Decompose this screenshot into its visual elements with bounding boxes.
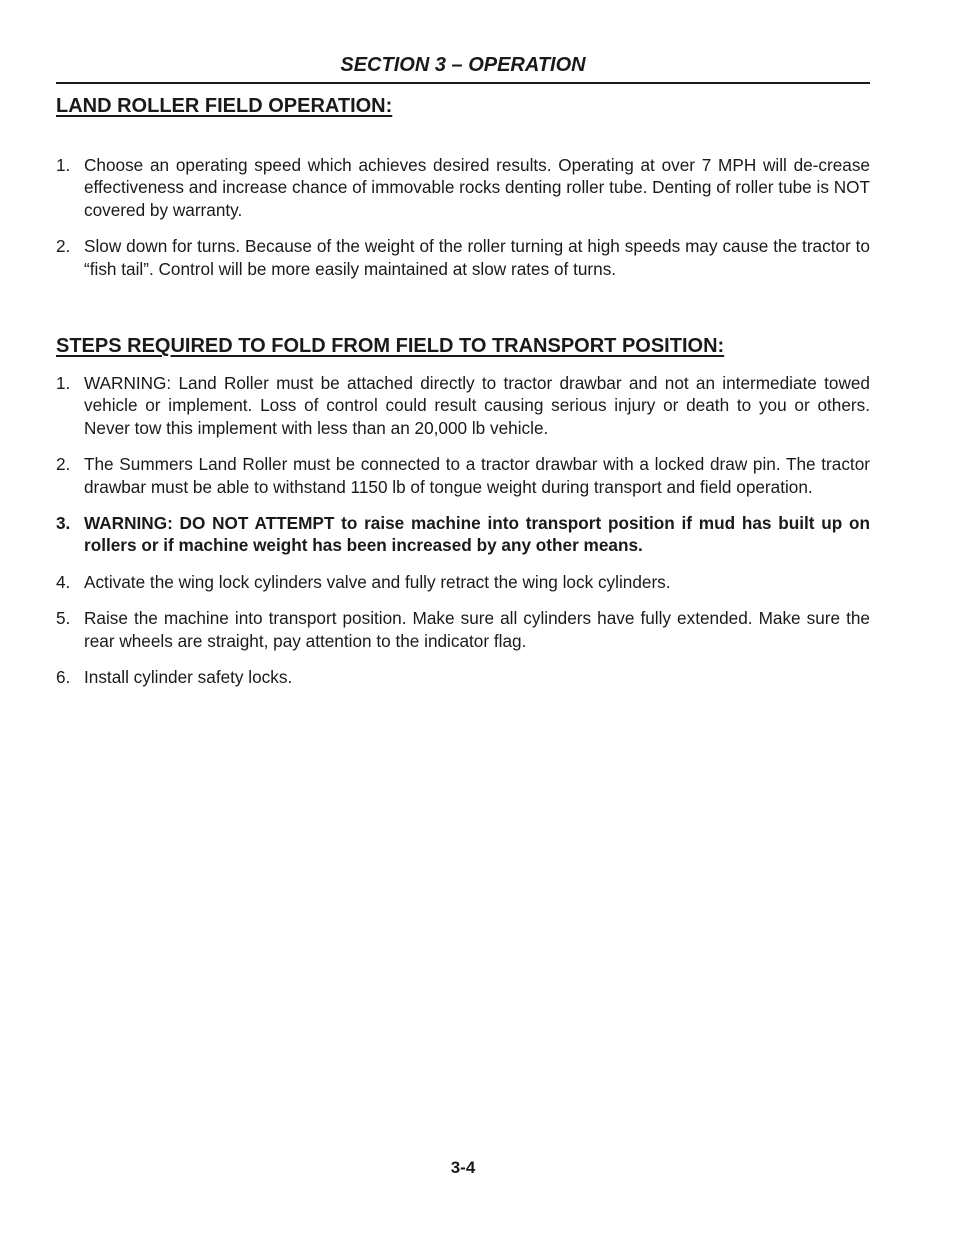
- item-number: 1.: [56, 373, 71, 393]
- item-text: Install cylinder safety locks.: [84, 667, 293, 688]
- item-text: Activate the wing lock cylinders valve and fully retract the wing lock cylinders.: [84, 571, 671, 592]
- item-number: 3.: [56, 513, 71, 534]
- item-number: 4.: [56, 571, 71, 592]
- section-title: SECTION 3 – OPERATION: [340, 54, 586, 76]
- warning-list-item: [56, 512, 870, 557]
- item-number: 1.: [56, 155, 71, 175]
- field-operation-list: [56, 154, 870, 294]
- item-text: Slow down for turns. Because of the weight of the roller turning at high speeds may cause the tractor to “fish tail”. Control will be more easily maintained at slow rates of turns.: [84, 236, 870, 279]
- list-item: [56, 571, 870, 593]
- list-item: [56, 666, 870, 688]
- item-number: 2.: [56, 454, 71, 475]
- header-rule: [56, 82, 870, 84]
- field-operation-heading: LAND ROLLER FIELD OPERATION:: [56, 95, 393, 117]
- item-text: The Summers Land Roller must be connected to a tractor drawbar with a locked draw pin. The tractor drawbar must be able to withstand 1150 lb of tongue weight during transport and field operation.: [84, 454, 870, 497]
- list-item: [56, 154, 870, 221]
- list-item: [56, 372, 870, 439]
- item-text: WARNING: DO NOT ATTEMPT to raise machine into transport position if mud has built up on rollers or if machine weight has been increased by any other means.: [84, 513, 870, 556]
- item-number: 6.: [56, 667, 71, 688]
- list-item: [56, 235, 870, 280]
- page-number: 3-4: [450, 1158, 476, 1177]
- fold-steps-heading: STEPS REQUIRED TO FOLD FROM FIELD TO TRANSPORT POSITION:: [56, 335, 725, 357]
- item-number: 2.: [56, 236, 71, 257]
- list-item: [56, 607, 870, 652]
- item-text: WARNING: Land Roller must be attached directly to tractor drawbar and not an intermediate towed vehicle or implement. Loss of control could result causing serious injury or death to you or others. Never tow this implement with less than an 20,000 lb vehicle.: [84, 373, 870, 438]
- item-number: 5.: [56, 608, 71, 629]
- list-item: [56, 453, 870, 498]
- item-text: Raise the machine into transport position. Make sure all cylinders have fully extended. Make sure the rear wheels are straight, pay attention to the indicator flag.: [84, 608, 870, 651]
- item-text: Choose an operating speed which achieves desired results. Operating at over 7 MPH will de-crease effectiveness and increase chance of immovable rocks denting roller tube. Denting of roller tube is NOT covered by warranty.: [84, 155, 870, 220]
- fold-steps-list: [56, 372, 870, 702]
